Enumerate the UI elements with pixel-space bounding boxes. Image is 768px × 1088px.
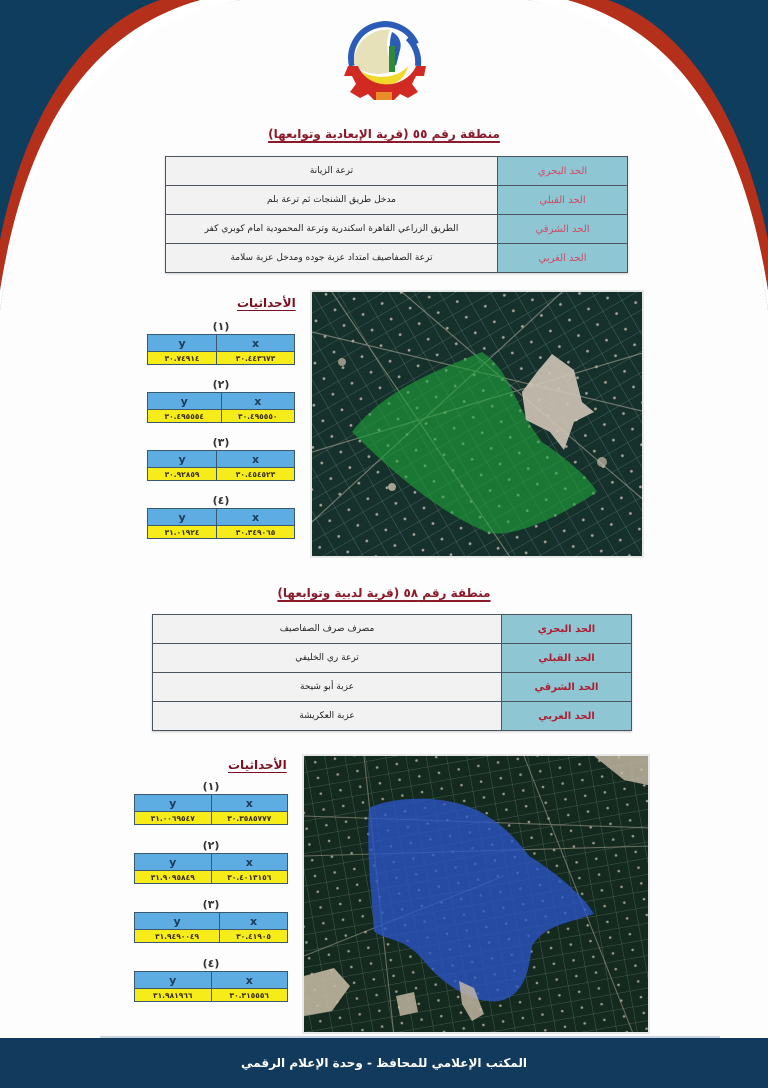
x-header: x [217, 451, 295, 468]
x-value: ٣٠.٤٤٣٦٧٣ [217, 352, 295, 365]
zone2-point-2 [134, 839, 288, 884]
zone1-title-text: منطقة رقم ٥٥ (قرية الإبعادية وتوابعها) [268, 127, 500, 141]
bound-value: مصرف صرف الصفاصيف [153, 615, 502, 644]
coord-table [147, 334, 295, 365]
y-value: ٣٠.٧٤٩١٤ [148, 352, 217, 365]
x-value: ٣٠.٣٤٩٠٦٥ [217, 526, 295, 539]
point-number: (١) [202, 780, 220, 793]
x-value: ٣٠.٤٠١٣١٥٦ [211, 871, 288, 884]
zone1-point-1 [147, 320, 295, 365]
coord-table [147, 508, 295, 539]
bound-value: عزبة العكريشة [153, 702, 502, 731]
y-value: ٣١.٠٠٦٩٥٤٧ [135, 812, 212, 825]
zone2-title-text: منطقة رقم ٥٨ (قرية لدبية وتوابعها) [277, 586, 491, 600]
y-value: ٣١.٠١٩٢٤ [148, 526, 217, 539]
point-number: (٤) [202, 957, 220, 970]
zone1-point-3 [147, 436, 295, 481]
zone1-point-2 [147, 378, 295, 423]
bounds-row [153, 702, 632, 731]
bounds-row [153, 644, 632, 673]
y-header: y [148, 335, 217, 352]
x-header: x [211, 854, 288, 871]
bound-value: مدخل طريق الشنجات ثم ترعة بلم [166, 186, 498, 215]
bound-label: الحد الغربي [502, 702, 632, 731]
y-header: y [135, 972, 212, 989]
y-header: y [135, 913, 220, 930]
bound-label: الحد الشرقي [498, 215, 628, 244]
point-number: (٣) [212, 436, 230, 449]
bounds-row [166, 244, 628, 273]
bounds-row [153, 615, 632, 644]
bound-value: ترعة الصفاصيف امتداد عزبة جوده ومدخل عزبة سلامة [166, 244, 498, 273]
bounds-row [166, 157, 628, 186]
bound-label: الحد الشرقي [502, 673, 632, 702]
y-header: y [148, 451, 217, 468]
zone2-point-4 [134, 957, 288, 1002]
coord-table [134, 853, 288, 884]
y-header: y [135, 795, 212, 812]
zone2-point-1 [134, 780, 288, 825]
governorate-logo-icon [338, 14, 430, 106]
bound-label: الحد القبلي [502, 644, 632, 673]
zone2-point-3 [134, 898, 288, 943]
satellite-image [304, 756, 650, 1034]
x-header: x [220, 913, 288, 930]
bounds-row [166, 215, 628, 244]
zone2-coords-title: الأحداثيات [228, 758, 287, 772]
x-header: x [221, 393, 295, 410]
zone2-satellite-map [302, 754, 650, 1034]
coord-table [147, 392, 295, 423]
footer-text: المكتب الإعلامي للمحافظ - وحدة الإعلام الرقمي [241, 1056, 527, 1070]
bound-label: الحد البحري [502, 615, 632, 644]
y-value: ٣٠.٩٢٨٥٩ [148, 468, 217, 481]
zone1-coords-title: الأحداثيات [237, 296, 296, 310]
footer-bar [0, 1038, 768, 1088]
zone1-title [0, 127, 768, 141]
bound-label: الحد القبلي [498, 186, 628, 215]
coord-table [134, 971, 288, 1002]
bound-value: ترعة ري الخليفي [153, 644, 502, 673]
coord-table [147, 450, 295, 481]
x-value: ٣٠.٣٥٨٥٧٧٧ [211, 812, 288, 825]
x-value: ٣٠.٣١٥٥٥٦ [211, 989, 288, 1002]
y-header: y [148, 393, 222, 410]
zone2-bounds-table [152, 614, 632, 731]
y-value: ٣١.٩٨١٩٦٦ [135, 989, 212, 1002]
y-header: y [135, 854, 212, 871]
bound-label: الحد الغربي [498, 244, 628, 273]
y-value: ٣٠.٤٩٥٥٥٤ [148, 410, 222, 423]
zone2-title [0, 586, 768, 600]
point-number: (٣) [202, 898, 220, 911]
point-number: (٢) [212, 378, 230, 391]
x-header: x [217, 509, 295, 526]
coord-table [134, 794, 288, 825]
x-value: ٣٠.٤٥٤٥٢٣ [217, 468, 295, 481]
zone1-satellite-map [310, 290, 644, 558]
bounds-row [166, 186, 628, 215]
x-header: x [217, 335, 295, 352]
y-value: ٣١.٩٤٩٠٠٤٩ [135, 930, 220, 943]
y-value: ٣١.٩٠٩٥٨٤٩ [135, 871, 212, 884]
zone1-bounds-table [165, 156, 628, 273]
zone1-point-4 [147, 494, 295, 539]
bound-value: عزبة أبو شيحة [153, 673, 502, 702]
point-number: (٢) [202, 839, 220, 852]
coord-table [134, 912, 288, 943]
satellite-image [312, 292, 644, 558]
point-number: (٤) [212, 494, 230, 507]
bound-value: ترعة الزيانة [166, 157, 498, 186]
bounds-row [153, 673, 632, 702]
x-header: x [211, 795, 288, 812]
point-number: (١) [212, 320, 230, 333]
x-value: ٣٠.٤٩٥٥٥٠ [221, 410, 295, 423]
x-header: x [211, 972, 288, 989]
bound-value: الطريق الزراعي القاهرة اسكندرية وترعة المحمودية امام كوبري كفر [166, 215, 498, 244]
y-header: y [148, 509, 217, 526]
bound-label: الحد البحري [498, 157, 628, 186]
x-value: ٣٠.٤١٩٠٥ [220, 930, 288, 943]
